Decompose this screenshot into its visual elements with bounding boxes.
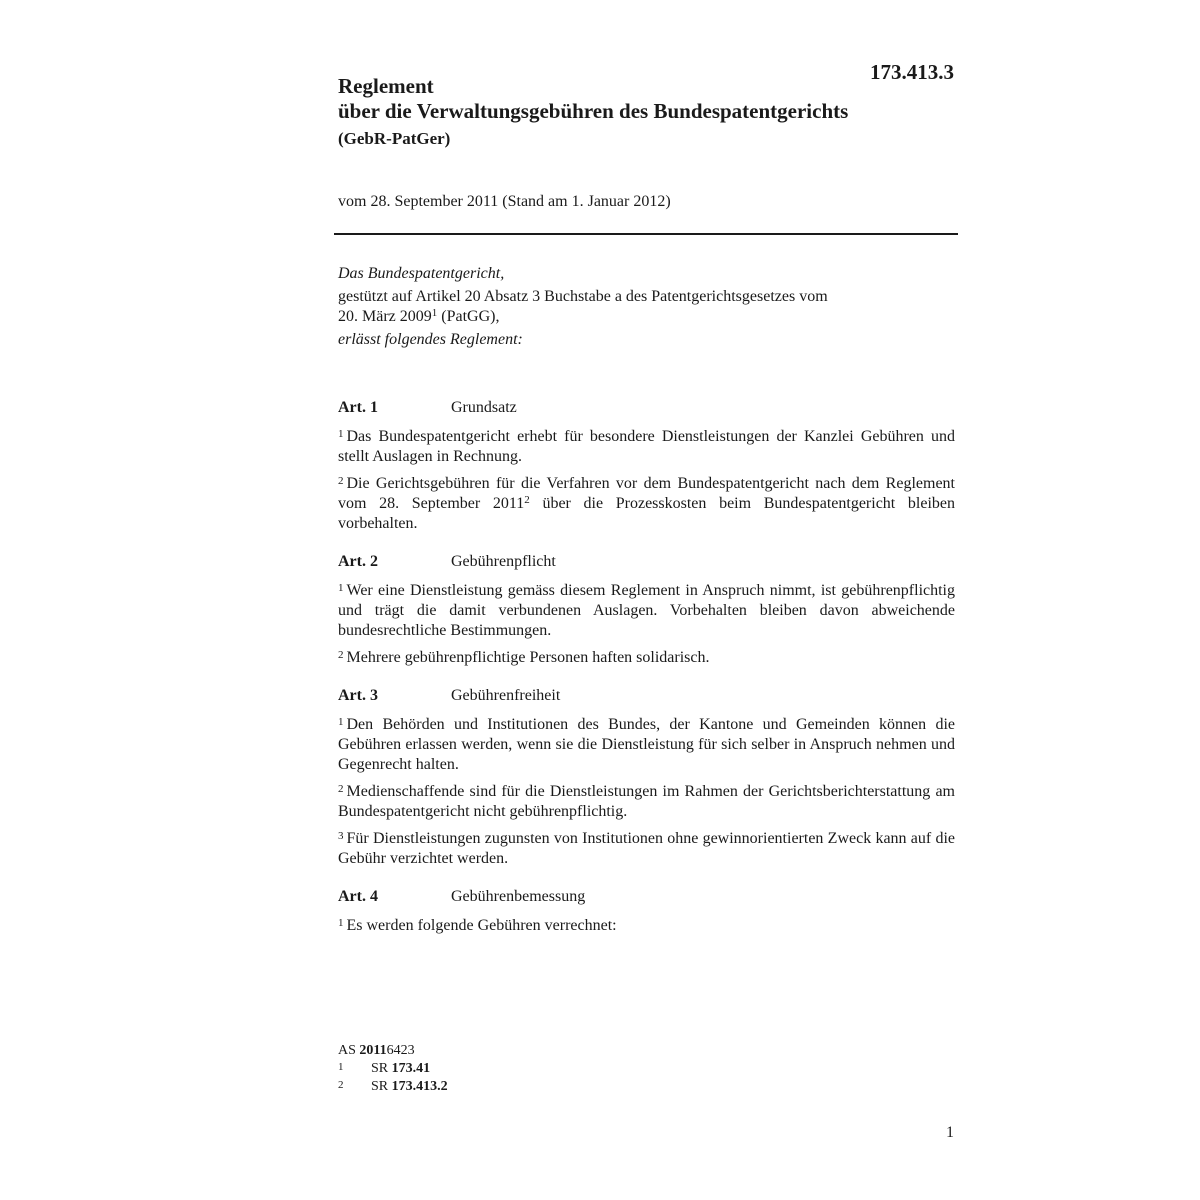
paragraph-number: 1 <box>338 582 344 594</box>
paragraph <box>338 648 955 668</box>
footnote-mark: 2 <box>338 1079 344 1091</box>
footnote-prefix: SR <box>371 1061 389 1076</box>
paragraph-text: Den Behörden und Institutionen des Bundes, der Kantone und Gemeinden können die Gebühren erlassen werden, wenn sie die Dienstleistung für sich selber in Anspruch nehmen und Gegenrecht halten. <box>338 716 955 773</box>
footnote-ref[interactable]: 1 <box>431 307 438 319</box>
footnotes <box>338 1042 738 1096</box>
paragraph <box>338 715 955 775</box>
article-title: Grundsatz <box>451 399 517 416</box>
preamble-basis-line-1: gestützt auf Artikel 20 Absatz 3 Buchstabe a des Patentgerichtsgesetzes vom <box>338 288 828 305</box>
article-title: Gebührenbemessung <box>451 888 586 905</box>
paragraph-number: 1 <box>338 428 344 440</box>
footnote-reference[interactable]: 173.41 <box>391 1061 431 1076</box>
footnote-1 <box>338 1060 738 1078</box>
paragraph <box>338 427 955 467</box>
article-number: Art. 2 <box>338 553 378 570</box>
paragraph-number: 2 <box>338 475 344 487</box>
article-heading <box>338 887 955 907</box>
preamble-basis-abbrev: (PatGG), <box>437 308 500 325</box>
article-heading <box>338 398 955 418</box>
paragraph <box>338 581 955 641</box>
title-line-2: über die Verwaltungsgebühren des Bundespatentgerichts <box>338 99 849 123</box>
paragraph-text: Die Gerichtsgebühren für die Verfahren vor dem Bundespatentgericht nach dem Reglement vom 28. September 2011 <box>338 475 955 512</box>
page-number: 1 <box>946 1124 954 1141</box>
articles <box>338 398 955 954</box>
preamble-enacts: erlässt folgendes Reglement: <box>338 331 523 348</box>
paragraph-text: über die Prozesskosten beim Bundespatentgericht bleiben vorbehalten. <box>338 495 956 532</box>
footnote-ref[interactable]: 2 <box>524 494 530 506</box>
as-prefix: AS <box>338 1043 356 1058</box>
header-divider <box>334 233 958 235</box>
preamble-basis-date: 20. März 2009 <box>338 308 432 325</box>
footnote-prefix: SR <box>371 1079 389 1094</box>
official-collection-ref <box>338 1042 738 1060</box>
title-line-1: Reglement <box>338 74 434 98</box>
as-page: 6423 <box>386 1043 415 1058</box>
paragraph <box>338 474 955 534</box>
paragraph <box>338 916 955 936</box>
paragraph-text: Wer eine Dienstleistung gemäss diesem Reglement in Anspruch nimmt, ist gebührenpflichtig und trägt die damit verbundenen Auslagen. Vorbehalten bleiben davon abweichende bundesrechtliche Bestimmungen. <box>338 582 955 639</box>
article-4 <box>338 887 955 936</box>
paragraph-number: 1 <box>338 716 344 728</box>
footnote-reference[interactable]: 173.413.2 <box>391 1079 448 1094</box>
article-2 <box>338 552 955 668</box>
paragraph-text: Medienschaffende sind für die Dienstleistungen im Rahmen der Gerichtsberichterstattung am Bundespatentgericht nicht gebührenpflichtig. <box>338 783 955 820</box>
article-heading <box>338 686 955 706</box>
as-year: 2011 <box>359 1043 387 1058</box>
paragraph-text: Für Dienstleistungen zugunsten von Institutionen ohne gewinnorientierten Zweck kann auf die Gebühr verzichtet werden. <box>338 830 955 867</box>
paragraph-text: Das Bundespatentgericht erhebt für besondere Dienstleistungen der Kanzlei Gebühren und stellt Auslagen in Rechnung. <box>338 428 955 465</box>
paragraph-number: 3 <box>338 830 344 842</box>
paragraph-text: Es werden folgende Gebühren verrechnet: <box>346 917 617 934</box>
preamble-issuer: Das Bundespatentgericht, <box>338 265 505 282</box>
preamble <box>338 264 958 350</box>
article-heading <box>338 552 955 572</box>
article-title: Gebührenfreiheit <box>451 687 561 704</box>
article-title: Gebührenpflicht <box>451 553 556 570</box>
article-3 <box>338 686 955 869</box>
title-abbreviation: (GebR-PatGer) <box>338 129 451 148</box>
date-line: vom 28. September 2011 (Stand am 1. Januar 2012) <box>338 193 671 210</box>
article-1 <box>338 398 955 534</box>
document-number: 173.413.3 <box>870 60 954 84</box>
paragraph <box>338 782 955 822</box>
paragraph-text: Mehrere gebührenpflichtige Personen haften solidarisch. <box>346 649 710 666</box>
article-number: Art. 1 <box>338 399 378 416</box>
preamble-basis-line-2 <box>338 307 958 327</box>
footnote-mark: 1 <box>338 1061 344 1073</box>
article-number: Art. 3 <box>338 687 378 704</box>
paragraph-number: 2 <box>338 783 344 795</box>
article-number: Art. 4 <box>338 888 378 905</box>
title-block <box>338 74 958 149</box>
paragraph-number: 1 <box>338 917 344 929</box>
paragraph <box>338 829 955 869</box>
paragraph-number: 2 <box>338 649 344 661</box>
footnote-2 <box>338 1078 738 1096</box>
